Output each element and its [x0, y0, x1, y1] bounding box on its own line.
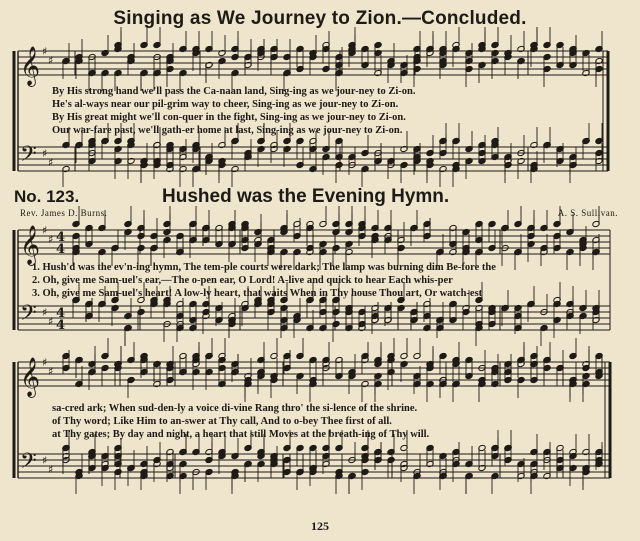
hymn-verse-2-cont: of Thy word; Like Him to an-swer at Thy call, And to o-bey Thee first of all.: [52, 416, 392, 427]
time-signature: 4: [56, 242, 66, 257]
sharp-sign: ♯: [48, 365, 54, 378]
page-title: Singing as We Journey to Zion.—Concluded.: [113, 8, 527, 29]
author-credit: Rev. James D. Burns.: [20, 208, 108, 218]
top-verse-2: He's al-ways near our pil-grim way to cheer, Sing-ing as we jour-ney to Zi-on.: [52, 99, 399, 110]
treble-clef: 𝄞: [20, 46, 41, 86]
sharp-sign: ♯: [42, 147, 48, 160]
page-number: 125: [311, 519, 329, 533]
hymn-title: Hushed was the Evening Hymn.: [162, 186, 450, 207]
time-signature: 4: [56, 306, 66, 321]
sharp-sign: ♯: [42, 224, 48, 237]
sharp-sign: ♯: [42, 45, 48, 58]
hymn-verse-1: 1. Hush'd was the ev'n-ing hymn, The tem-ple courts were dark; The lamp was burning dim Be-fore the: [32, 262, 496, 273]
sharp-sign: ♯: [42, 306, 48, 319]
treble-clef: 𝄞: [20, 225, 41, 265]
composer-credit: A. S. Sullivan.: [557, 208, 618, 218]
hymn-verse-3: 3. Oh, give me Sam-uel's heart! A low-ly heart, that waits When in Thy house Thou art, Or watch-est: [32, 288, 483, 299]
sharp-sign: ♯: [42, 356, 48, 369]
sharp-sign: ♯: [42, 454, 48, 467]
sharp-sign: ♯: [48, 463, 54, 476]
hymn-number: No. 123.: [14, 187, 80, 206]
sharp-sign: ♯: [48, 233, 54, 246]
hymn-verse-2: 2. Oh, give me Sam-uel's ear,—The o-pen ear, O Lord! A-live and quick to hear Each whis-per: [32, 275, 453, 286]
bass-clef: 𝄢: [20, 301, 37, 331]
hymn-verse-1-cont: sa-cred ark; When sud-den-ly a voice di-vine Rang thro' the si-lence of the shrine.: [52, 403, 418, 414]
top-verse-4: Our war-fare past, we'll gath-er home at last, Sing-ing as we jour-ney to Zi-on.: [52, 125, 403, 136]
top-verse-1: By His strong hand we'll pass the Ca-naan land, Sing-ing as we jour-ney to Zi-on.: [52, 86, 416, 97]
bass-clef: 𝄢: [20, 142, 37, 172]
hymn-verse-3-cont: at Thy gates; By day and night, a heart that still Moves at the breath-ing of Thy will.: [52, 429, 430, 440]
sharp-sign: ♯: [48, 315, 54, 328]
sharp-sign: ♯: [48, 54, 54, 67]
treble-clef: 𝄞: [20, 357, 41, 397]
time-signature: 4: [56, 318, 66, 333]
bass-clef: 𝄢: [20, 449, 37, 479]
time-signature: 4: [56, 230, 66, 245]
sharp-sign: ♯: [48, 156, 54, 169]
top-verse-3: By His great might we'll con-quer in the fight, Sing-ing as we jour-ney to Zi-on.: [52, 112, 406, 123]
